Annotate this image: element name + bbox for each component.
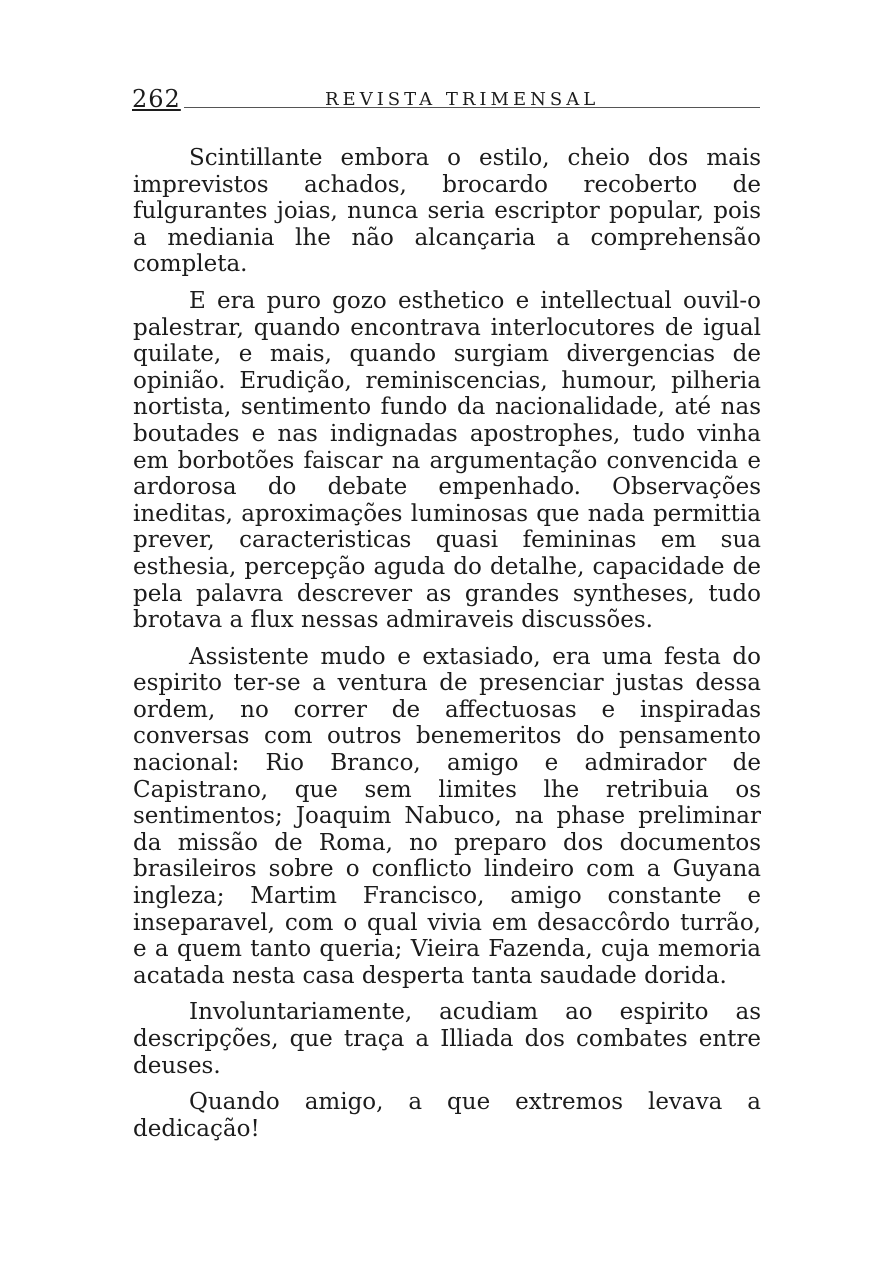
paragraph-4: Involuntariamente, acudiam ao espirito as descripções, que traça a Illiada dos combates entre deuses. bbox=[133, 999, 761, 1079]
paragraph-3: Assistente mudo e extasiado, era uma festa do espirito ter-se a ventura de presenciar justas dessa ordem, no correr de affectuosas e inspiradas conversas com outros benemeritos do pensamento nacional: Rio Branco, amigo e admirador de Capistrano, que sem limites lhe retribuia os sentimentos; Joaquim Nabuco, na phase preliminar da missão de Roma, no preparo dos documentos brasileiros sobre o conflicto lindeiro com a Guyana ingleza; Martim Francisco, amigo constante e inseparavel, com o qual vivia em desaccôrdo turrão, e a quem tanto queria; Vieira Fazenda, cuja memoria acatada nesta casa desperta tanta saudade dorida. bbox=[133, 643, 761, 989]
page-number: 262 bbox=[132, 85, 181, 113]
paragraph-1: Scintillante embora o estilo, cheio dos mais imprevistos achados, brocardo recoberto de fulgurantes joias, nunca seria escriptor popular, pois a mediania lhe não alcançaria a comprehensão completa. bbox=[133, 145, 761, 278]
paragraph-2: E era puro gozo esthetico e intellectual ouvil-o palestrar, quando encontrava interlocutores de igual quilate, e mais, quando surgiam divergencias de opinião. Erudição, reminiscencias, humour, pilheria nortista, sentimento fundo da nacionalidade, até nas boutades e nas indignadas apostrophes, tudo vinha em borbotões faiscar na argumentação convencida e ardorosa do debate empenhado. Observações ineditas, aproximações luminosas que nada permittia prever, caracteristicas quasi femininas em sua esthesia, percepção aguda do detalhe, capacidade de pela palavra descrever as grandes syntheses, tudo brotava a flux nessas admiraveis discussões. bbox=[133, 287, 761, 634]
paragraph-5: Quando amigo, a que extremos levava a dedicação! bbox=[133, 1089, 761, 1142]
body-text bbox=[133, 145, 761, 1142]
page-header bbox=[132, 85, 760, 115]
running-head: REVISTA TRIMENSAL bbox=[325, 89, 600, 110]
